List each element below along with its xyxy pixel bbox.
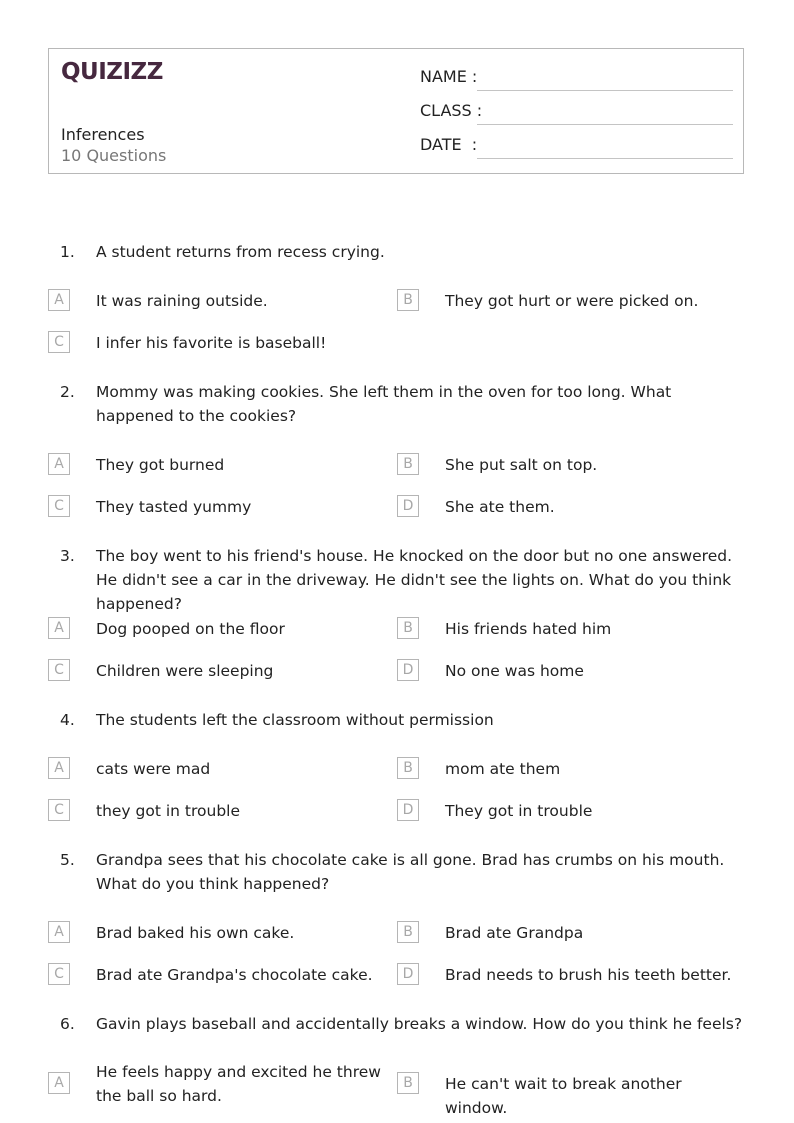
option-letter: D <box>397 659 419 681</box>
quizizz-logo: QUIZIZZ <box>61 59 163 85</box>
question-count: 10 Questions <box>61 146 167 165</box>
option-letter: B <box>397 617 419 639</box>
option-letter: C <box>48 659 70 681</box>
option-text: He feels happy and excited he threw the ball so hard. <box>96 1063 381 1105</box>
question-number: 6. <box>60 1015 75 1033</box>
worksheet-header <box>48 48 744 174</box>
question-text: The boy went to his friend's house. He knocked on the door but no one answered. He didn't see a car in the driveway. He didn't see the lights on. What do you think happened? <box>96 547 732 613</box>
option-letter: A <box>48 617 70 639</box>
option-text: No one was home <box>445 662 584 680</box>
date-line[interactable] <box>477 158 733 159</box>
option-text: Dog pooped on the floor <box>96 620 285 638</box>
question-number: 4. <box>60 711 75 729</box>
question-number: 3. <box>60 547 75 565</box>
option-letter: D <box>397 963 419 985</box>
option-text: Brad ate Grandpa <box>445 924 584 942</box>
option-text: I infer his favorite is baseball! <box>96 334 327 352</box>
name-field[interactable] <box>420 67 733 91</box>
name-label: NAME : <box>420 67 478 86</box>
option-letter: A <box>48 453 70 475</box>
question-text: Mommy was making cookies. She left them in the oven for too long. What happened to the cookies? <box>96 383 672 425</box>
option-letter: D <box>397 799 419 821</box>
date-field[interactable] <box>420 135 733 159</box>
option-letter: A <box>48 289 70 311</box>
option-text: They got in trouble <box>445 802 593 820</box>
class-label: CLASS : <box>420 101 483 120</box>
date-label: DATE : <box>420 135 478 154</box>
option-text: Brad ate Grandpa's chocolate cake. <box>96 966 373 984</box>
option-letter: C <box>48 963 70 985</box>
question-number: 2. <box>60 383 75 401</box>
question-text: A student returns from recess crying. <box>96 243 385 261</box>
option-letter: B <box>397 289 419 311</box>
option-letter: B <box>397 921 419 943</box>
option-text: Children were sleeping <box>96 662 274 680</box>
option-letter: B <box>397 453 419 475</box>
option-text: He can't wait to break another window. <box>445 1075 682 1117</box>
option-text: It was raining outside. <box>96 292 268 310</box>
option-text: His friends hated him <box>445 620 612 638</box>
question-text: The students left the classroom without permission <box>96 711 494 729</box>
question-number: 5. <box>60 851 75 869</box>
option-letter: C <box>48 495 70 517</box>
worksheet-title: Inferences <box>61 125 145 144</box>
option-text: They got hurt or were picked on. <box>445 292 699 310</box>
option-text: Brad baked his own cake. <box>96 924 295 942</box>
option-text: They tasted yummy <box>96 498 252 516</box>
option-text: mom ate them <box>445 760 561 778</box>
question-text: Grandpa sees that his chocolate cake is all gone. Brad has crumbs on his mouth. What do you think happened? <box>96 851 725 893</box>
option-text: She ate them. <box>445 498 555 516</box>
option-text: they got in trouble <box>96 802 241 820</box>
option-text: She put salt on top. <box>445 456 598 474</box>
option-letter: B <box>397 1072 419 1094</box>
option-letter: A <box>48 1072 70 1094</box>
question-number: 1. <box>60 243 75 261</box>
option-text: cats were mad <box>96 760 211 778</box>
option-text: They got burned <box>96 456 225 474</box>
option-text: Brad needs to brush his teeth better. <box>445 966 732 984</box>
name-line[interactable] <box>477 90 733 91</box>
class-field[interactable] <box>420 101 733 125</box>
option-letter: D <box>397 495 419 517</box>
option-letter: B <box>397 757 419 779</box>
option-letter: A <box>48 921 70 943</box>
option-letter: A <box>48 757 70 779</box>
option-letter: C <box>48 331 70 353</box>
question-text: Gavin plays baseball and accidentally breaks a window. How do you think he feels? <box>96 1015 743 1033</box>
option-letter: C <box>48 799 70 821</box>
class-line[interactable] <box>477 124 733 125</box>
